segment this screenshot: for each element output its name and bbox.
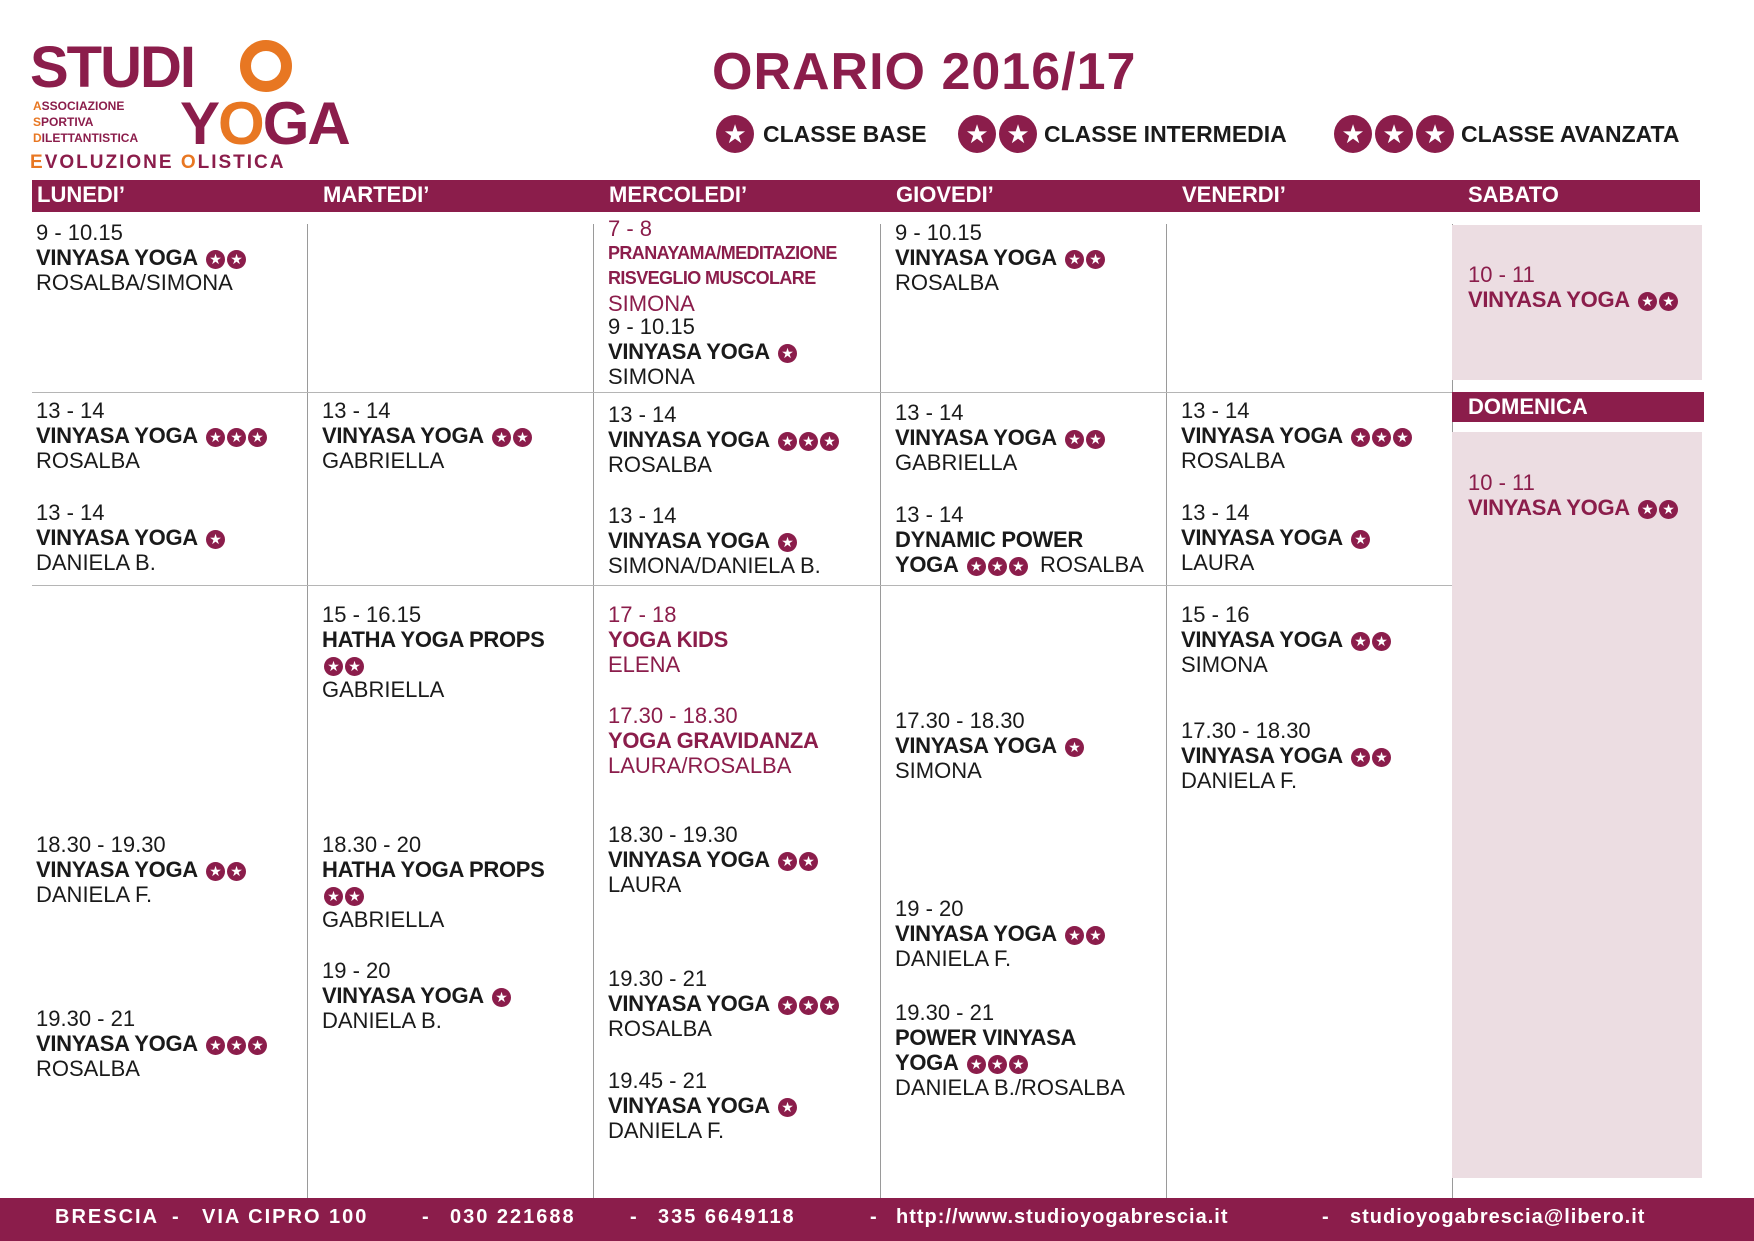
star-icon: ★ xyxy=(1351,530,1370,549)
star-icon: ★ xyxy=(227,1036,246,1055)
class-slot: 19.30 - 21 POWER VINYASA YOGA ★ ★ ★ DANIELA B./ROSALBA xyxy=(895,1000,1125,1100)
legend-intermedia-label: CLASSE INTERMEDIA xyxy=(1044,120,1287,147)
class-slot: 13 - 14 VINYASA YOGA ★ ★ GABRIELLA xyxy=(322,398,584,473)
star-icon: ★ xyxy=(206,530,225,549)
star-icon: ★ xyxy=(1065,430,1084,449)
star-icon: ★ xyxy=(967,1055,986,1074)
class-slot-domenica: 10 - 11 VINYASA YOGA ★ ★ xyxy=(1468,470,1730,520)
star-icon: ★ xyxy=(324,887,343,906)
class-slot: 15 - 16.15 HATHA YOGA PROPS ★ ★ GABRIELLA xyxy=(322,602,545,702)
legend-base xyxy=(716,114,927,154)
grid-divider xyxy=(1166,224,1167,1198)
footer-mobile: 335 6649118 xyxy=(658,1206,796,1228)
star-icon: ★ xyxy=(778,432,797,451)
star-icon: ★ xyxy=(799,852,818,871)
logo-studio-text: STUDI xyxy=(30,35,194,100)
class-slot: 19 - 20 VINYASA YOGA ★ DANIELA B. xyxy=(322,958,584,1033)
footer-contact-bar xyxy=(0,1198,1754,1241)
footer-email-link[interactable]: studioyogabrescia@libero.it xyxy=(1350,1206,1646,1228)
star-icon: ★ xyxy=(492,988,511,1007)
star-icon: ★ xyxy=(799,996,818,1015)
star-icon: ★ xyxy=(716,115,754,153)
star-icon: ★ xyxy=(1086,250,1105,269)
class-slot: 13 - 14 VINYASA YOGA ★ ★ ★ ROSALBA xyxy=(1181,398,1443,473)
footer-phone: 030 221688 xyxy=(450,1206,576,1228)
class-slot: 13 - 14 VINYASA YOGA ★ SIMONA/DANIELA B. xyxy=(608,503,821,578)
footer-website-link[interactable]: http://www.studioyogabrescia.it xyxy=(896,1206,1229,1228)
star-icon: ★ xyxy=(1638,292,1657,311)
class-slot: 13 - 14 VINYASA YOGA ★ ★ ★ ROSALBA xyxy=(36,398,298,473)
star-icon: ★ xyxy=(1065,926,1084,945)
logo-association-text: ASSOCIAZIONE SPORTIVA DILETTANTISTICA xyxy=(33,99,139,145)
star-icon: ★ xyxy=(1393,428,1412,447)
star-icon: ★ xyxy=(988,1055,1007,1074)
star-icon: ★ xyxy=(1351,428,1370,447)
class-slot: 18.30 - 20 HATHA YOGA PROPS ★ ★ GABRIELLA xyxy=(322,832,545,932)
star-icon: ★ xyxy=(1372,632,1391,651)
star-icon: ★ xyxy=(1638,500,1657,519)
grid-divider xyxy=(593,224,594,1198)
class-slot: 18.30 - 19.30 VINYASA YOGA ★ ★ LAURA xyxy=(608,822,870,897)
class-slot: 17 - 18 YOGA KIDS ELENA xyxy=(608,602,728,677)
star-icon: ★ xyxy=(492,428,511,447)
star-icon: ★ xyxy=(248,428,267,447)
day-header-bar xyxy=(32,180,1700,212)
star-icon: ★ xyxy=(820,996,839,1015)
footer-address: VIA CIPRO 100 xyxy=(202,1206,369,1228)
legend-avanzata xyxy=(1334,114,1680,154)
star-icon: ★ xyxy=(1351,632,1370,651)
logo-ring-mark xyxy=(240,40,292,92)
class-slot: 19.30 - 21 VINYASA YOGA ★ ★ ★ ROSALBA xyxy=(36,1006,298,1081)
star-icon: ★ xyxy=(1372,748,1391,767)
star-icon: ★ xyxy=(1065,250,1084,269)
star-icon: ★ xyxy=(958,115,996,153)
class-slot: 15 - 16 VINYASA YOGA ★ ★ SIMONA xyxy=(1181,602,1443,677)
class-slot: 19.45 - 21 VINYASA YOGA ★ DANIELA F. xyxy=(608,1068,870,1143)
class-slot: 9 - 10.15 VINYASA YOGA ★ SIMONA xyxy=(608,314,870,389)
star-icon: ★ xyxy=(227,428,246,447)
class-slot: 19 - 20 VINYASA YOGA ★ ★ DANIELA F. xyxy=(895,896,1157,971)
star-icon: ★ xyxy=(1659,292,1678,311)
star-icon: ★ xyxy=(999,115,1037,153)
star-icon: ★ xyxy=(778,1098,797,1117)
star-icon: ★ xyxy=(1009,1055,1028,1074)
star-icon: ★ xyxy=(1416,115,1454,153)
day-header-lunedi: LUNEDI’ xyxy=(37,182,125,207)
day-header-domenica: DOMENICA xyxy=(1452,392,1704,422)
legend-intermedia xyxy=(958,114,1287,154)
day-header-giovedi: GIOVEDI’ xyxy=(896,182,994,207)
class-slot: 18.30 - 19.30 VINYASA YOGA ★ ★ DANIELA F. xyxy=(36,832,298,907)
class-slot-sabato: 10 - 11 VINYASA YOGA ★ ★ xyxy=(1468,262,1730,312)
star-icon: ★ xyxy=(1065,738,1084,757)
day-header-martedi: MARTEDI’ xyxy=(323,182,430,207)
star-icon: ★ xyxy=(206,250,225,269)
star-icon: ★ xyxy=(778,996,797,1015)
star-icon: ★ xyxy=(248,1036,267,1055)
class-slot: 13 - 14 VINYASA YOGA ★ ★ GABRIELLA xyxy=(895,400,1157,475)
star-icon: ★ xyxy=(820,432,839,451)
grid-divider xyxy=(32,585,1452,586)
star-icon: ★ xyxy=(345,887,364,906)
footer-separator: - xyxy=(630,1206,639,1228)
class-slot: 7 - 8 PRANAYAMA/MEDITAZIONE RISVEGLIO MUSCOLARE SIMONA xyxy=(608,216,837,316)
class-slot: 13 - 14 VINYASA YOGA ★ LAURA xyxy=(1181,500,1443,575)
star-icon: ★ xyxy=(1372,428,1391,447)
star-icon: ★ xyxy=(1659,500,1678,519)
star-icon: ★ xyxy=(1375,115,1413,153)
star-icon: ★ xyxy=(778,533,797,552)
star-icon: ★ xyxy=(227,250,246,269)
star-icon: ★ xyxy=(206,1036,225,1055)
class-slot: 19.30 - 21 VINYASA YOGA ★ ★ ★ ROSALBA xyxy=(608,966,870,1041)
footer-separator: - xyxy=(1322,1206,1331,1228)
class-slot: 17.30 - 18.30 VINYASA YOGA ★ ★ DANIELA F. xyxy=(1181,718,1443,793)
page-title: ORARIO 2016/17 xyxy=(712,43,1137,101)
star-icon: ★ xyxy=(345,657,364,676)
legend-avanzata-label: CLASSE AVANZATA xyxy=(1461,120,1680,147)
star-icon: ★ xyxy=(799,432,818,451)
footer-city: BRESCIA xyxy=(55,1206,160,1228)
class-slot: 9 - 10.15 VINYASA YOGA ★ ★ ROSALBA xyxy=(895,220,1157,295)
star-icon: ★ xyxy=(967,557,986,576)
logo-yoga-text: YOGA xyxy=(180,90,349,157)
footer-separator: - xyxy=(422,1206,431,1228)
class-slot: 13 - 14 DYNAMIC POWER YOGA ★ ★ ★ ROSALBA xyxy=(895,502,1144,577)
star-icon: ★ xyxy=(988,557,1007,576)
star-icon: ★ xyxy=(778,344,797,363)
star-icon: ★ xyxy=(1086,926,1105,945)
day-header-sabato: SABATO xyxy=(1468,182,1559,207)
footer-separator: - xyxy=(870,1206,879,1228)
class-slot: 17.30 - 18.30 VINYASA YOGA ★ SIMONA xyxy=(895,708,1157,783)
day-header-venerdi: VENERDI’ xyxy=(1182,182,1286,207)
legend-base-label: CLASSE BASE xyxy=(763,120,927,147)
star-icon: ★ xyxy=(206,428,225,447)
star-icon: ★ xyxy=(1009,557,1028,576)
star-icon: ★ xyxy=(206,862,225,881)
star-icon: ★ xyxy=(1086,430,1105,449)
grid-divider xyxy=(307,224,308,1198)
logo-tagline: EVOLUZIONE OLISTICA xyxy=(30,152,286,173)
studio-yoga-logo xyxy=(30,35,350,173)
class-slot: 17.30 - 18.30 YOGA GRAVIDANZA LAURA/ROSALBA xyxy=(608,703,819,778)
star-icon: ★ xyxy=(513,428,532,447)
star-icon: ★ xyxy=(227,862,246,881)
class-slot: 9 - 10.15 VINYASA YOGA ★ ★ ROSALBA/SIMONA xyxy=(36,220,298,295)
class-slot: 13 - 14 VINYASA YOGA ★ ★ ★ ROSALBA xyxy=(608,402,870,477)
grid-divider xyxy=(32,392,1452,393)
class-slot: 13 - 14 VINYASA YOGA ★ DANIELA B. xyxy=(36,500,298,575)
domenica-cell xyxy=(1452,432,1702,1178)
star-icon: ★ xyxy=(778,852,797,871)
star-icon: ★ xyxy=(324,657,343,676)
star-icon: ★ xyxy=(1334,115,1372,153)
grid-divider xyxy=(880,224,881,1198)
day-header-mercoledi: MERCOLEDI’ xyxy=(609,182,748,207)
star-icon: ★ xyxy=(1351,748,1370,767)
footer-separator: - xyxy=(172,1206,181,1228)
